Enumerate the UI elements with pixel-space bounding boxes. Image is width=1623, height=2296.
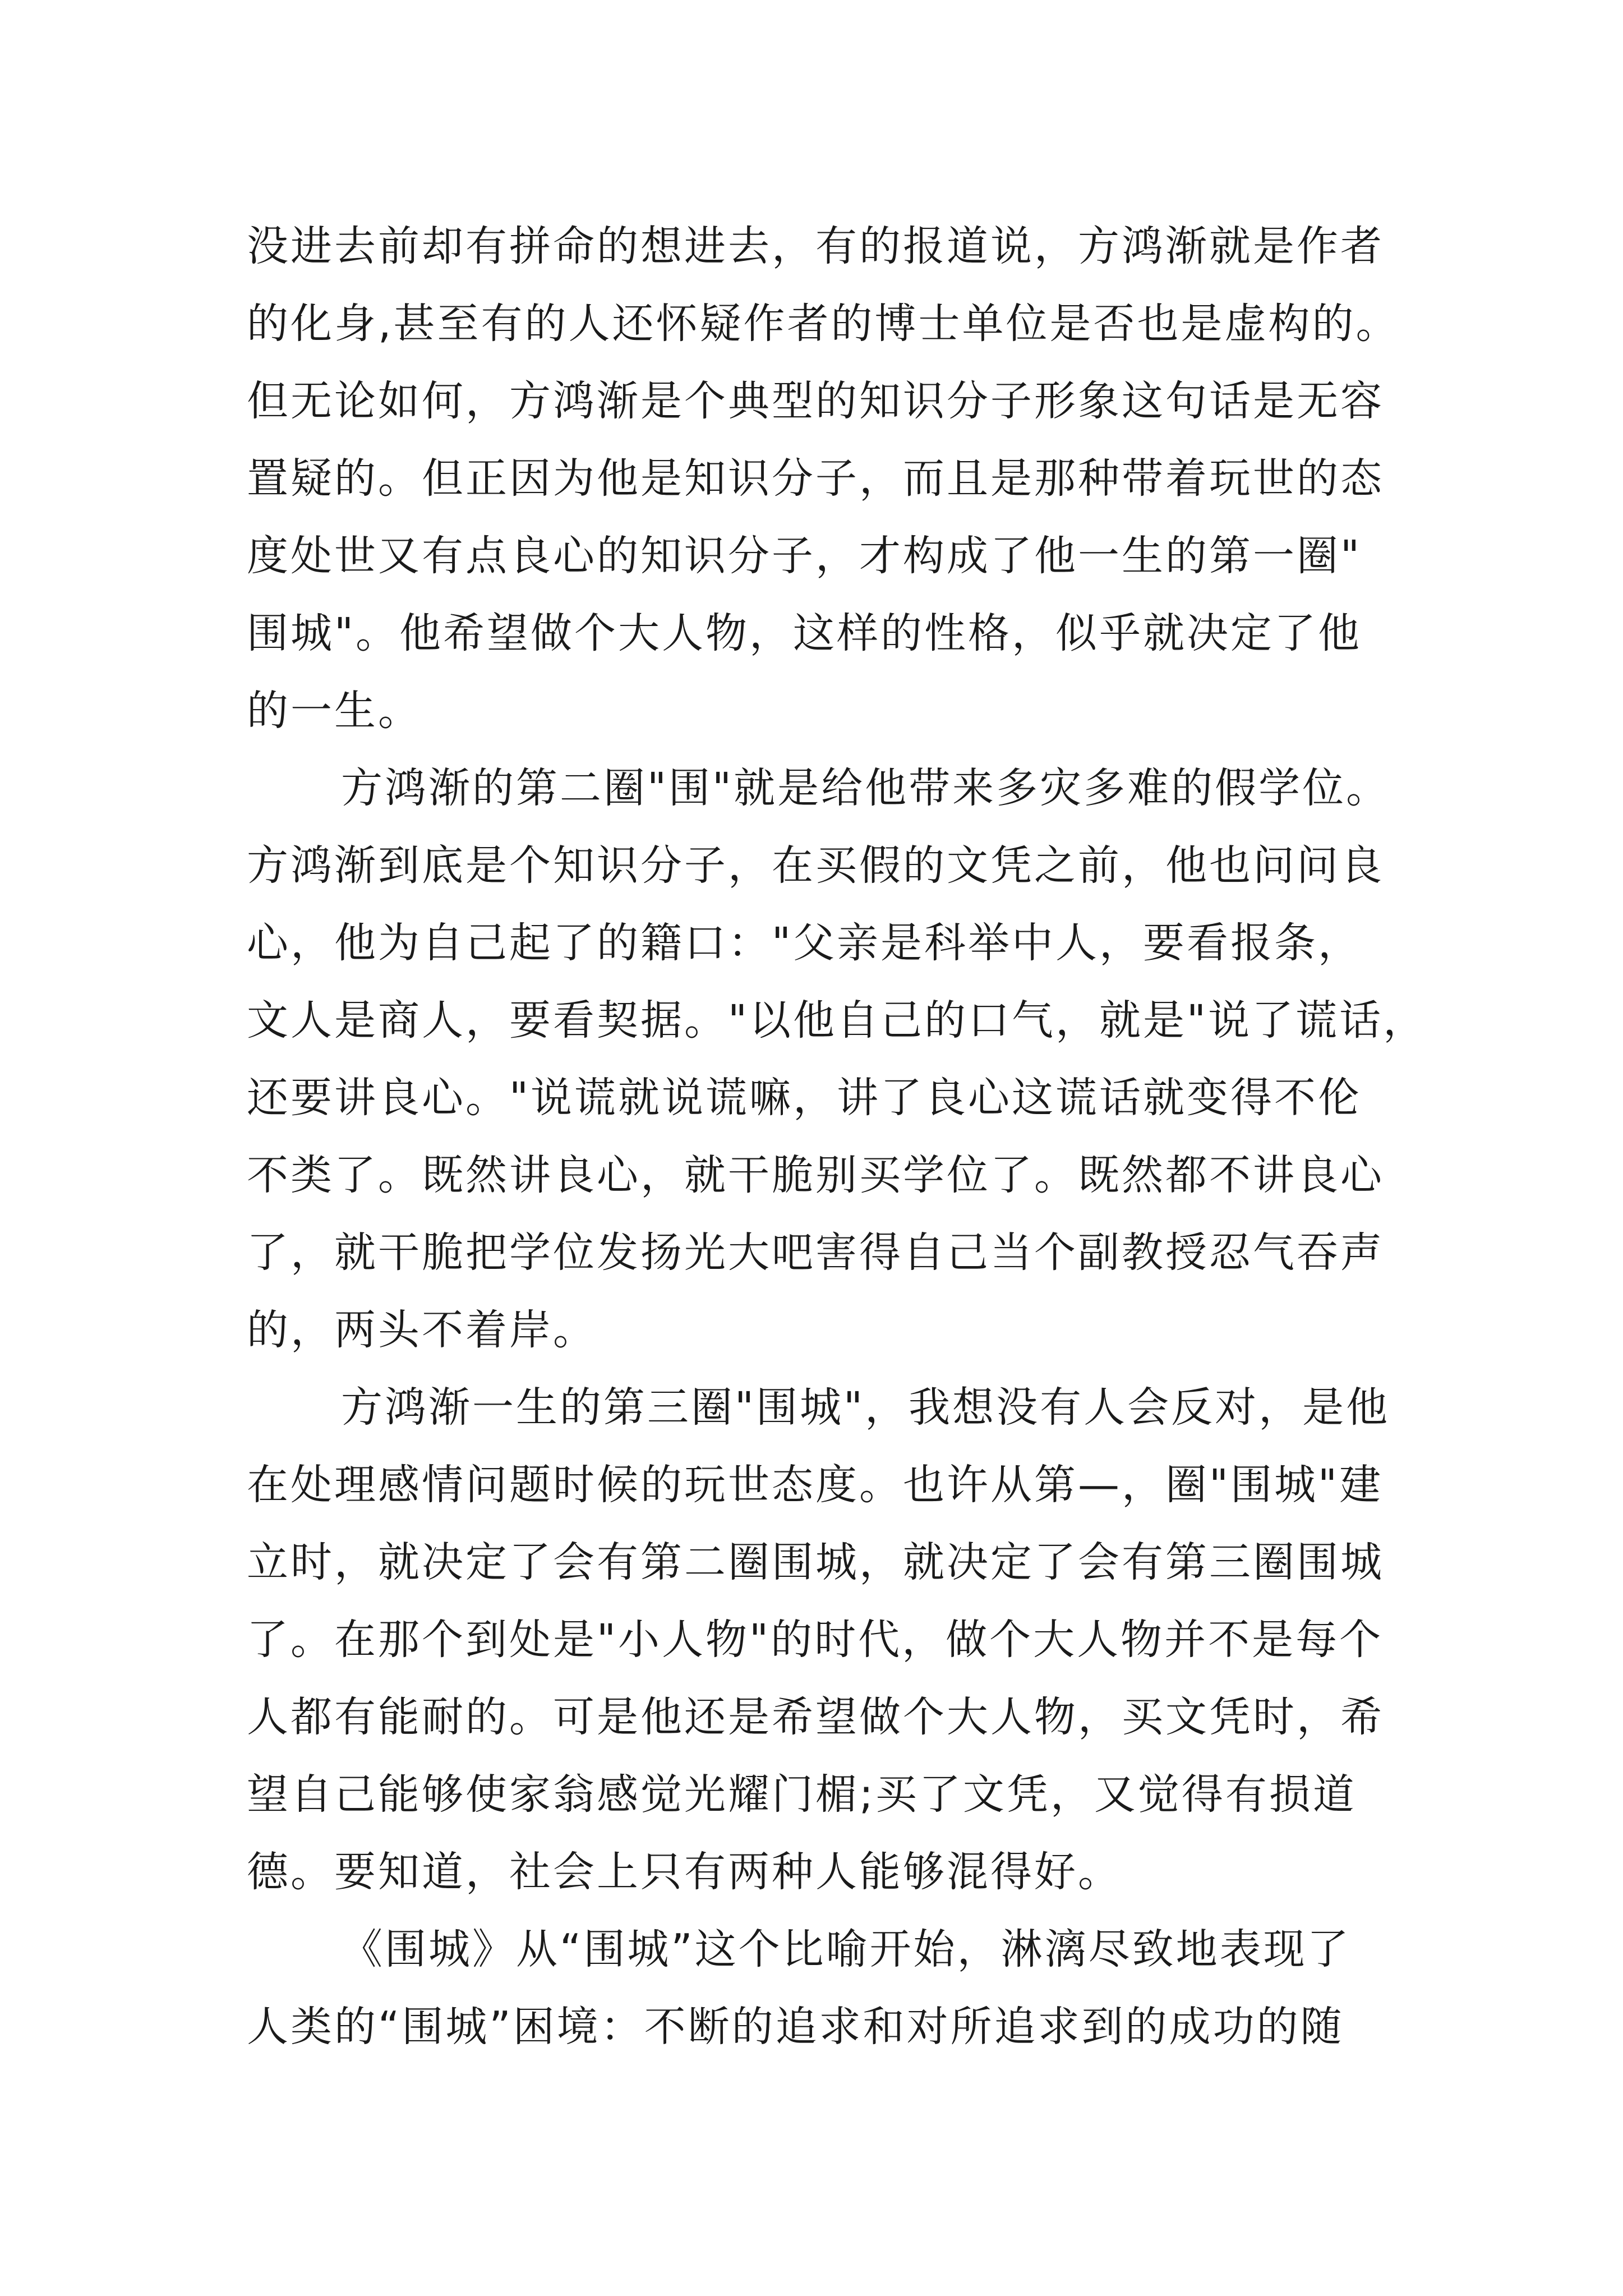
- text-line: 的一生。: [247, 687, 422, 735]
- text-line: 立时，就决定了会有第二圈围城，就决定了会有第三圈围城: [247, 1538, 1384, 1586]
- text-line: 但无论如何，方鸿渐是个典型的知识分子形象这句话是无容: [247, 377, 1384, 425]
- text-line: 置疑的。但正因为他是知识分子，而且是那种带着玩世的态: [247, 454, 1384, 503]
- text-line: 的，两头不着岸。: [247, 1306, 597, 1354]
- paragraph-start-line: 方鸿渐一生的第三圈"围城"，我想没有人会反对，是他: [341, 1383, 1390, 1432]
- body-text: [247, 208, 1430, 2065]
- text-line: 的化身,甚至有的人还怀疑作者的博士单位是否也是虚构的。: [247, 300, 1400, 348]
- text-line: 不类了。既然讲良心，就干脆别买学位了。既然都不讲良心: [247, 1151, 1384, 1199]
- paragraph-start-line: 方鸿渐的第二圈"围"就是给他带来多灾多难的假学位。: [341, 764, 1390, 812]
- text-line: 了，就干脆把学位发扬光大吧害得自己当个副教授忍气吞声: [247, 1228, 1384, 1277]
- text-line: 了。在那个到处是"小人物"的时代，做个大人物并不是每个: [247, 1616, 1384, 1664]
- text-line: 人都有能耐的。可是他还是希望做个大人物，买文凭时，希: [247, 1693, 1384, 1741]
- text-line: 没进去前却有拼命的想进去，有的报道说，方鸿渐就是作者: [247, 222, 1384, 270]
- text-line: 在处理感情问题时候的玩世态度。也许从第—，圈"围城"建: [247, 1461, 1384, 1509]
- text-line: 人类的“围城”困境：不断的追求和对所追求到的成功的随: [247, 2003, 1344, 2051]
- paragraph-start-line: 《围城》从“围城”这个比喻开始，淋漓尽致地表现了: [341, 1925, 1351, 1973]
- text-line: 心，他为自己起了的籍口："父亲是科举中人，要看报条，: [247, 919, 1362, 967]
- text-line: 方鸿渐到底是个知识分子，在买假的文凭之前，他也问问良: [247, 841, 1384, 890]
- text-line: 还要讲良心。"说谎就说谎嘛，讲了良心这谎话就变得不伦: [247, 1074, 1362, 1122]
- text-line: 围城"。他希望做个大人物，这样的性格，似乎就决定了他: [247, 609, 1362, 657]
- text-line: 度处世又有点良心的知识分子，才构成了他一生的第一圈": [247, 532, 1362, 580]
- text-line: 德。要知道，社会上只有两种人能够混得好。: [247, 1848, 1122, 1896]
- text-line: 望自己能够使家翁感觉光耀门楣;买了文凭，又觉得有损道: [247, 1770, 1357, 1819]
- text-line: 文人是商人，要看契据。"以他自己的口气，就是"说了谎话，: [247, 996, 1427, 1045]
